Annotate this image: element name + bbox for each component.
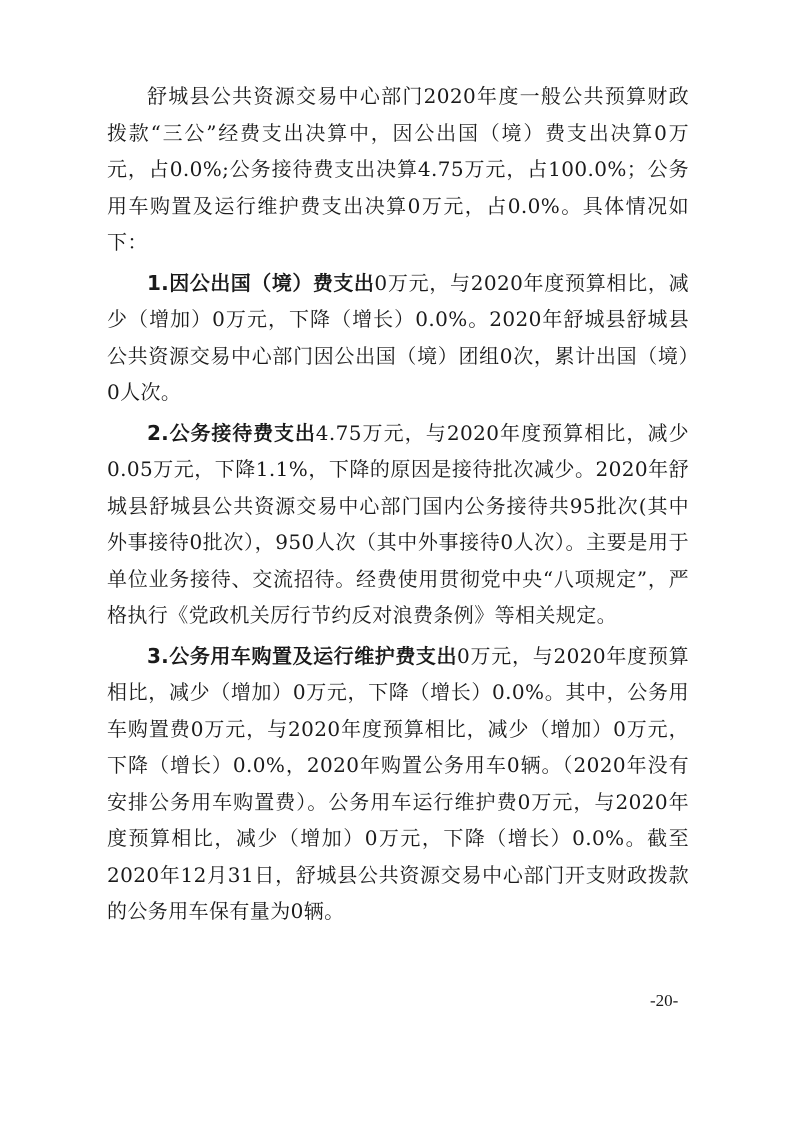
page-number: -20- <box>650 991 679 1010</box>
intro-paragraph: 舒城县公共资源交易中心部门2020年度一般公共预算财政拨款“三公”经费支出决算中，因公出国（境）费支出决算0万元，占0.0%;公务接待费支出决算4.75万元，占100.0%；公务用车购置及运行维护费支出决算0万元，占0.0%。具体情况如下： <box>107 84 689 254</box>
section-reception <box>107 415 689 634</box>
section-vehicles <box>107 638 689 930</box>
section-heading: 1.因公出国（境）费支出 <box>147 270 375 295</box>
section-body: 0万元，与2020年度预算相比，减少（增加）0万元，下降（增长）0.0%。其中，公务用车购置费0万元，与2020年度预算相比，减少（增加）0万元，下降（增长）0.0%，2020年购置公务用车0辆。（2020年没有安排公务用车购置费）。公务用车运行维护费0万元，与2020年度预算相比，减少（增加）0万元，下降（增长）0.0%。截至2020年12月31日，舒城县公共资源交易中心部门开支财政拨款的公务用车保有量为0辆。 <box>107 643 689 923</box>
section-foreign-travel <box>107 265 689 411</box>
section-body: 4.75万元，与2020年度预算相比，减少0.05万元，下降1.1%，下降的原因是接待批次减少。2020年舒城县舒城县公共资源交易中心部门国内公务接待共95批次(其中外事接待0批次），950人次（其中外事接待0人次）。主要是用于单位业务接待、交流招待。经费使用贯彻党中央“八项规定”，严格执行《党政机关厉行节约反对浪费条例》等相关规定。 <box>107 420 689 627</box>
section-heading: 2.公务接待费支出 <box>147 420 316 445</box>
section-body: 0万元，与2020年度预算相比，减少（增加）0万元，下降（增长）0.0%。2020年舒城县舒城县公共资源交易中心部门因公出国（境）团组0次，累计出国（境）0人次。 <box>107 270 689 404</box>
document-page <box>107 78 689 930</box>
section-heading: 3.公务用车购置及运行维护费支出 <box>147 643 457 668</box>
